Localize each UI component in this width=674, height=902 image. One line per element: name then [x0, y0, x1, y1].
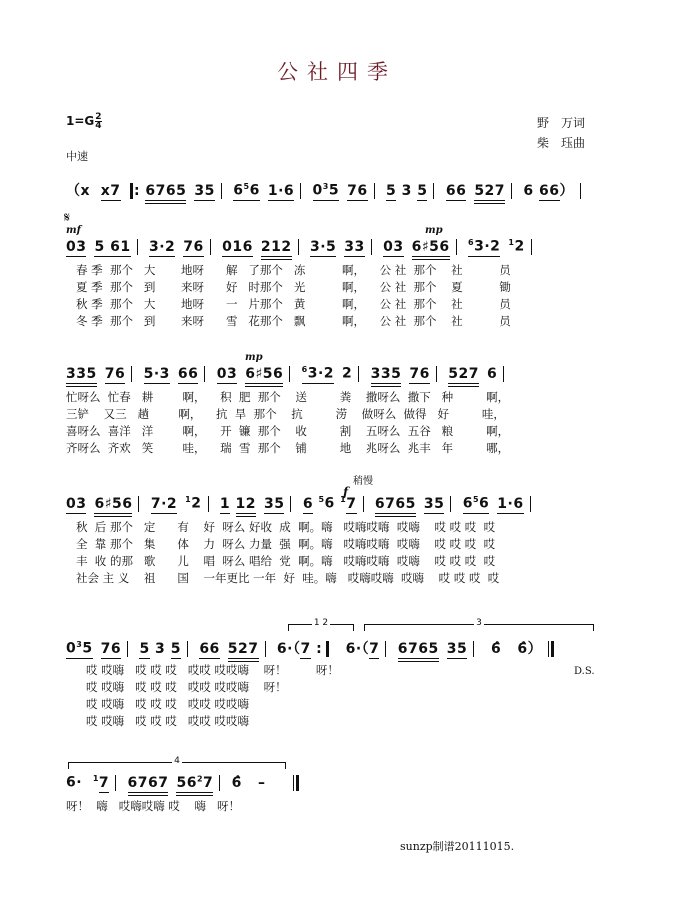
barline — [580, 183, 581, 199]
barline — [265, 641, 266, 657]
notation-line — [66, 638, 554, 662]
measure: 016 212 — [222, 239, 291, 257]
barline — [137, 239, 138, 255]
barline — [371, 239, 372, 255]
measure: （x x7 — [66, 183, 121, 199]
lyrics-block — [76, 519, 499, 587]
measure: 7·2 $^1$2 — [150, 495, 202, 512]
tempo-slower: 稍慢 — [353, 476, 373, 487]
measure: 03 6♯56 — [66, 496, 132, 514]
repeat-end-barline — [326, 641, 329, 657]
notation-line — [66, 180, 587, 204]
volta-label: 3 — [476, 618, 482, 628]
barline — [385, 641, 386, 657]
repeat-dots: : — [133, 183, 141, 199]
measure: 03 6♯56 — [217, 366, 283, 384]
measure: 335 76 — [371, 366, 430, 387]
volta-label: 4 — [174, 756, 180, 766]
dynamic-f: f — [343, 485, 349, 499]
measure: $^6$3·2 2 — [301, 365, 353, 382]
measure: $^6$3·2 $^1$2 — [468, 238, 525, 255]
barline — [204, 366, 205, 382]
barline — [221, 183, 222, 199]
barline — [289, 366, 290, 382]
barline — [138, 496, 139, 512]
repeat-start-barline — [130, 183, 133, 199]
final-barline — [293, 775, 299, 791]
measure: 6 $^5$6 $^1$7 — [302, 495, 357, 512]
measure: 6·（7 — [345, 641, 380, 657]
barline — [210, 239, 211, 255]
notation-line — [66, 495, 537, 517]
barline — [511, 183, 512, 199]
measure: 5 3 5 — [385, 183, 428, 199]
lyric-line: 三铲 又三 趟 啊， 抗 旱 那个 抗 涝 做呀么 做得 好 哇， — [66, 407, 505, 421]
lyric-line: 秋 后 那个 定 有 好 呀么 好收 成 啊。嗨 哎嗨哎嗨 哎嗨 哎 哎 哎 哎 — [76, 520, 496, 534]
volta-bracket-3 — [364, 618, 594, 631]
volta-label: 1 2 — [313, 618, 329, 628]
lyric-line: 丰 收 的那 歌 儿 唱 呀么 唱给 党 啊。嗨 哎嗨哎嗨 哎嗨 哎 哎 哎 哎 — [76, 554, 496, 568]
barline — [219, 775, 220, 791]
barline — [358, 366, 359, 382]
barline — [436, 366, 437, 382]
measure: 03 6♯56 — [383, 239, 449, 257]
measure: $0^35$ 76 — [312, 182, 368, 199]
measure: 5 3 5 — [139, 641, 181, 657]
barline — [300, 183, 301, 199]
measure: 335 76 — [66, 366, 125, 387]
lyricist-credit: 野 万词 — [537, 116, 586, 130]
lyric-line: 呀！ 嗨 哎嗨哎嗨 哎 嗨 呀！ — [66, 799, 241, 813]
song-title: 公社四季 — [277, 60, 397, 84]
barline — [530, 496, 531, 512]
lyric-line: 冬 季 那个 到 来呀 雪 花那个 飘 啊， 公 社 那个 社 员 — [76, 314, 511, 328]
transcriber-credit: sunzp制谱20111015. — [400, 840, 515, 853]
tempo-marking: 中速 — [66, 150, 88, 163]
lyric-line: 春 季 那个 大 地呀 解 了那个 冻 啊， 公 社 那个 社 员 — [76, 263, 511, 277]
lyric-line: 夏 季 那个 到 来呀 好 时那个 光 啊， 公 社 那个 夏 锄 — [76, 280, 511, 294]
measure: 5·3 66 — [143, 365, 199, 382]
measure: 6767 $56^27$ — [128, 774, 214, 796]
dynamic-mf: mf — [66, 225, 81, 236]
barline — [374, 183, 375, 199]
measure: 03 5 61 — [66, 238, 131, 255]
lyric-line: 喜呀么 喜洋 洋 啊， 开 镰 那个 收 割 五呀么 五谷 粮 啊， — [66, 424, 510, 438]
dynamic-mp: mp — [425, 225, 443, 236]
dal-segno-mark: D.S. — [574, 666, 595, 677]
dynamic-mp: mp — [245, 352, 263, 363]
barline — [456, 239, 457, 255]
lyric-line: 哎 哎嗨 哎 哎 哎 哎哎 哎哎嗨 — [86, 714, 250, 728]
lyric-line: 忙呀么 忙春 耕 啊， 积 肥 那个 送 粪 撒呀么 撒下 种 啊， — [66, 390, 510, 404]
segno-icon: 𝄋 — [64, 210, 71, 226]
measure: 6̂ 6̂） — [485, 641, 543, 657]
barline — [433, 183, 434, 199]
barline — [290, 496, 291, 512]
measure: 6765 35 — [398, 641, 467, 662]
measure: 527 6 — [448, 366, 497, 387]
notation-line — [66, 238, 538, 257]
measure: $6^56$ 1·6 — [462, 495, 524, 512]
measure: 66 527 — [199, 641, 258, 659]
measure: 6̂ – — [231, 774, 288, 791]
measure: 6 66） — [523, 183, 575, 199]
lyric-line: 哎 哎嗨 哎 哎 哎 哎哎 哎哎嗨 呀！ 呀！ — [86, 663, 339, 677]
measure: 6·（7 : — [276, 641, 323, 657]
measure: $0^35$ 76 — [66, 640, 122, 657]
barline — [473, 641, 474, 657]
barline — [363, 496, 364, 512]
lyrics-block — [76, 262, 511, 330]
lyrics-block — [66, 389, 509, 457]
key-label: 1=G — [66, 114, 95, 128]
notation-line — [66, 774, 299, 796]
lyric-line: 全 靠 那个 集 体 力 呀么 力量 强 啊。嗨 哎嗨哎嗨 哎嗨 哎 哎 哎 哎 — [76, 537, 496, 551]
barline — [127, 641, 128, 657]
time-signature — [95, 113, 101, 130]
final-double-barline — [548, 641, 554, 657]
barline — [450, 496, 451, 512]
key-signature — [66, 113, 102, 130]
measure: 1 12 35 — [220, 496, 285, 517]
measure: 3·5 33 — [309, 238, 365, 255]
lyrics-block — [86, 662, 339, 730]
lyric-line: 哎 哎嗨 哎 哎 哎 哎哎 哎哎嗨 呀！ — [86, 680, 287, 694]
barline — [298, 239, 299, 255]
measure: $6^56$ 1·6 — [233, 182, 295, 199]
barline — [187, 641, 188, 657]
barline — [131, 366, 132, 382]
volta-bracket-4 — [68, 756, 286, 769]
lyric-line: 秋 季 那个 大 地呀 一 片那个 黄 啊， 公 社 那个 社 员 — [76, 297, 511, 311]
lyric-line: 齐呀么 齐欢 笑 哇， 瑞 雪 那个 铺 地 兆呀么 兆丰 年 哪， — [66, 441, 510, 455]
volta-bracket-1-2 — [288, 618, 354, 631]
measure: 6765 35 — [145, 183, 214, 204]
barline — [503, 366, 504, 382]
measure: 6· $^1$7 — [66, 774, 110, 791]
lyric-line: 哎 哎嗨 哎 哎 哎 哎哎 哎哎嗨 — [86, 697, 250, 711]
notation-line — [66, 365, 510, 387]
barline — [208, 496, 209, 512]
barline — [115, 775, 116, 791]
lyrics-block — [66, 798, 240, 815]
measure: 3·2 76 — [148, 238, 204, 255]
measure: 66 527 — [446, 183, 505, 201]
composer-credit: 柴 珏曲 — [537, 136, 586, 150]
lyric-line: 社会 主 义 祖 国 一年更比 一年 好 哇。嗨 哎嗨哎嗨 哎嗨 哎 哎 哎 哎 — [76, 571, 500, 585]
time-sig-top: 2 — [95, 112, 102, 122]
measure: 6765 35 — [375, 496, 444, 517]
barline — [531, 239, 532, 255]
time-sig-bottom: 4 — [95, 121, 102, 131]
